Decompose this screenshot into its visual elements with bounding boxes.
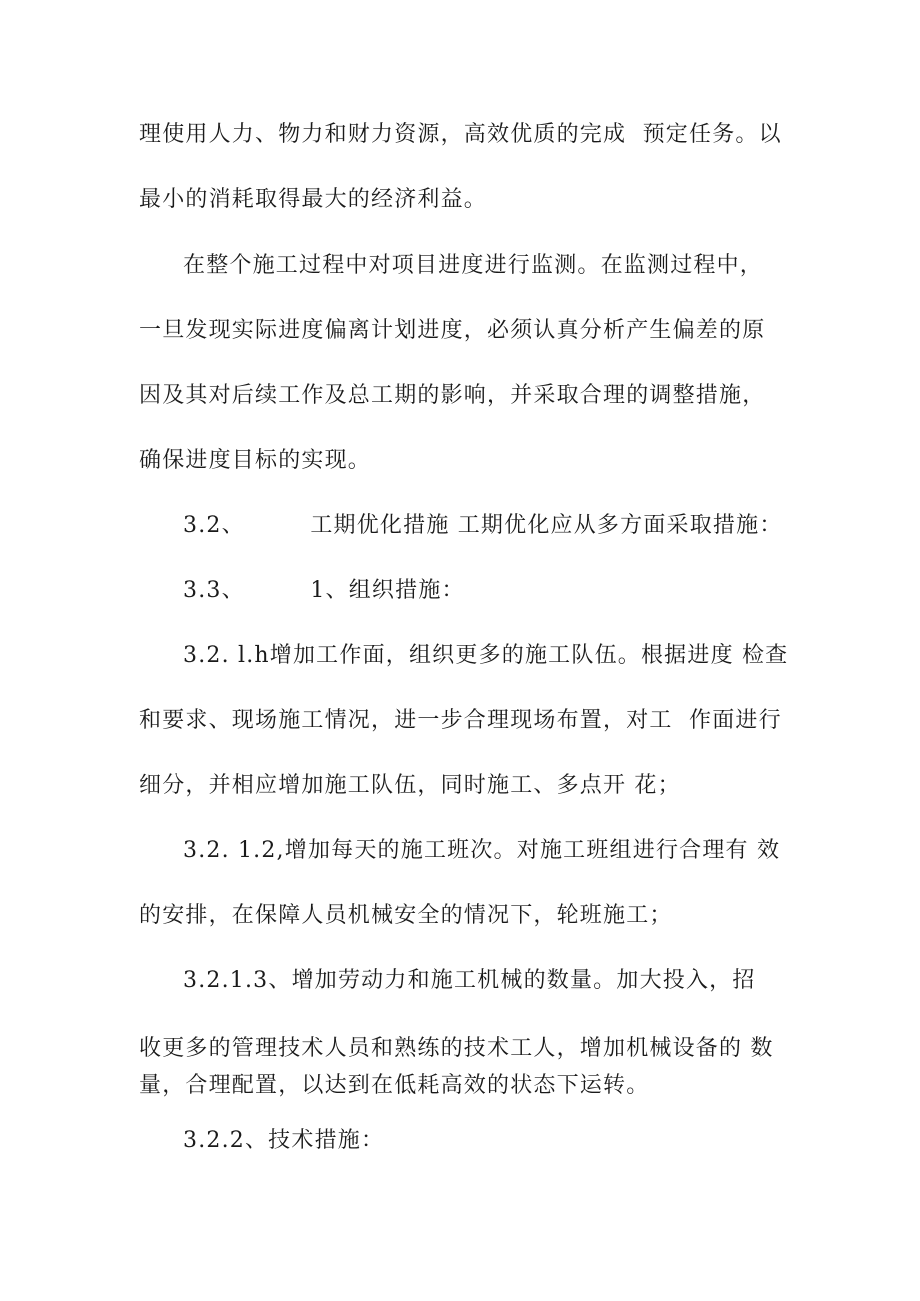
text-line-16: 量，合理配置，以达到在低耗高效的状态下运转。 [139, 1073, 650, 1098]
text-line-13: 的安排，在保障人员机械安全的情况下，轮班施工； [139, 903, 673, 928]
text-line-2: 最小的消耗取得最大的经济利益。 [139, 187, 488, 212]
text-line-9: 3.2. l.h增加工作面，组织更多的施工队伍。根据进度 检查 [183, 643, 789, 668]
text-line-3: 在整个施工过程中对项目进度进行监测。在监测过程中， [183, 253, 764, 278]
text-line-17: 3.2.2、技术措施： [183, 1128, 385, 1153]
text-line-8: 3.3、 1、组织措施： [183, 578, 465, 603]
text-line-14: 3.2.1.3、增加劳动力和施工机械的数量。加大投入，招 [183, 968, 756, 993]
text-line-12: 3.2. 1.2,增加每天的施工班次。对施工班组进行合理有 效 [183, 838, 781, 863]
text-line-1: 理使用人力、物力和财力资源，高效优质的完成 预定任务。以 [139, 122, 782, 147]
text-line-5: 因及其对后续工作及总工期的影响，并采取合理的调整措施， [139, 383, 766, 408]
text-line-7: 3.2、 工期优化措施 工期优化应从多方面采取措施： [183, 513, 783, 538]
text-line-11: 细分，并相应增加施工队伍，同时施工、多点开 花； [139, 773, 681, 798]
text-line-10: 和要求、现场施工情况，进一步合理现场布置，对工 作面进行 [139, 708, 782, 733]
text-line-4: 一旦发现实际进度偏离计划进度，必须认真分析产生偏差的原 [139, 318, 766, 343]
text-line-6: 确保进度目标的实现。 [139, 448, 372, 473]
text-line-15: 收更多的管理技术人员和熟练的技术工人，增加机械设备的 数 [139, 1036, 774, 1061]
